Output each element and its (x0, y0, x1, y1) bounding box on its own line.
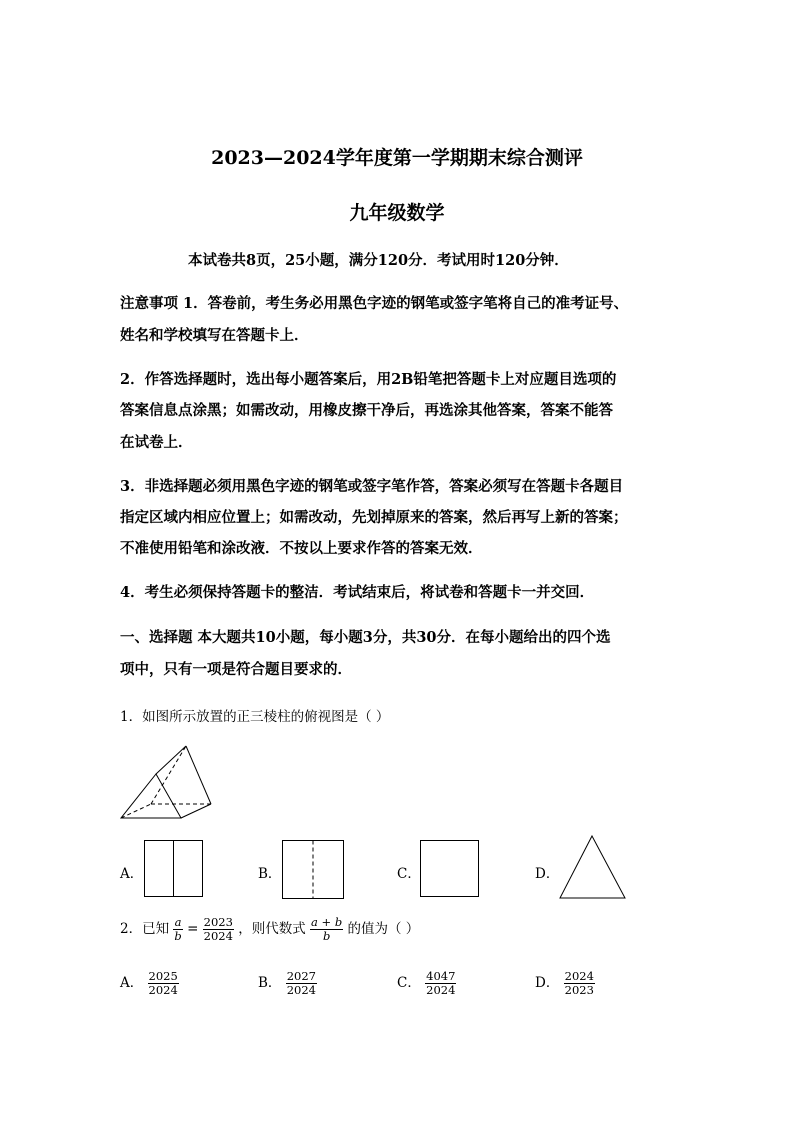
q2-option-a-label: A． (120, 975, 144, 991)
q1-option-d-label: D． (535, 866, 560, 882)
q2-option-a-fraction (148, 970, 179, 997)
q2-value-numerator: 2023 (203, 915, 233, 929)
q2-option-d-denominator: 2023 (564, 983, 594, 997)
q1-option-b-figure (282, 840, 345, 900)
q1-option-d-figure (559, 835, 627, 899)
note-2-line-1: 2．作答选择题时，选出每小题答案后，用2B铅笔把答题卡上对应题目选项的 (120, 371, 617, 388)
q2-option-c-numerator: 4047 (426, 969, 456, 983)
q2-option-c-label: C． (397, 975, 421, 991)
q2-option-b-denominator: 2024 (286, 983, 316, 997)
q2-option-d-numerator: 2024 (564, 969, 594, 983)
q2-condition-numerator: a (174, 915, 182, 929)
triangular-prism-figure (118, 744, 214, 822)
note-3-line-3: 不准使用铅笔和涂改液．不按以上要求作答的答案无效． (120, 540, 483, 557)
q2-option-a (120, 970, 179, 997)
q2-condition-denominator: b (174, 929, 182, 943)
exam-intro: 本试卷共8页，25小题，满分120分．考试用时120分钟． (188, 252, 569, 269)
q2-expression-fraction (310, 916, 343, 943)
q2-option-b (258, 970, 317, 997)
question-1-stem: 1．如图所示放置的正三棱柱的俯视图是（ ） (120, 709, 390, 725)
exam-title: 2023—2024学年度第一学期期末综合测评 (211, 147, 583, 169)
note-1-line-1: 注意事项 1．答卷前，考生务必用黑色字迹的钢笔或签字笔将自己的准考证号、 (120, 295, 629, 312)
q2-option-b-fraction (286, 970, 317, 997)
q2-value-fraction (203, 916, 234, 943)
q2-equals: = (187, 921, 199, 937)
exam-subtitle: 九年级数学 (349, 202, 445, 224)
q2-middle: ，则代数式 (238, 921, 306, 937)
q1-option-c-label: C． (397, 866, 421, 882)
q1-option-b-label: B． (258, 866, 282, 882)
note-4: 4．考生必须保持答题卡的整洁．考试结束后，将试卷和答题卡一并交回． (120, 584, 595, 601)
section-1-heading-line-2: 项中，只有一项是符合题目要求的． (120, 661, 352, 678)
q2-option-d-label: D． (535, 975, 560, 991)
q2-option-c (397, 970, 456, 997)
q2-value-denominator: 2024 (203, 929, 233, 943)
q2-condition-fraction (173, 916, 182, 943)
section-1-heading-line-1: 一、选择题 本大题共10小题，每小题3分，共30分．在每小题给出的四个选 (120, 629, 611, 646)
q1-option-a-label: A． (120, 866, 144, 882)
note-2-line-3: 在试卷上． (120, 434, 193, 451)
q1-option-a-figure (144, 840, 204, 898)
q2-option-b-numerator: 2027 (286, 969, 316, 983)
q2-prefix: 2．已知 (120, 921, 170, 937)
q1-option-c-figure (420, 840, 480, 898)
q2-option-b-label: B． (258, 975, 282, 991)
q2-option-a-denominator: 2024 (148, 983, 178, 997)
q2-expression-denominator: b (322, 929, 331, 943)
q2-option-c-denominator: 2024 (426, 983, 456, 997)
question-2-stem (120, 916, 419, 943)
q2-option-c-fraction (425, 970, 456, 997)
q2-suffix: 的值为（ ） (347, 921, 420, 937)
note-3-line-1: 3．非选择题必须用黑色字迹的钢笔或签字笔作答，答案必须写在答题卡各题目 (120, 478, 624, 495)
note-1-line-2: 姓名和学校填写在答题卡上． (120, 327, 309, 344)
note-3-line-2: 指定区域内相应位置上；如需改动，先划掉原来的答案，然后再写上新的答案； (120, 509, 628, 526)
note-2-line-2: 答案信息点涂黑；如需改动，用橡皮擦干净后，再选涂其他答案，答案不能答 (120, 402, 613, 419)
q2-option-d-fraction (564, 970, 595, 997)
q2-expression-numerator: a + b (311, 915, 343, 929)
q2-option-d (535, 970, 595, 997)
q2-option-a-numerator: 2025 (148, 969, 178, 983)
